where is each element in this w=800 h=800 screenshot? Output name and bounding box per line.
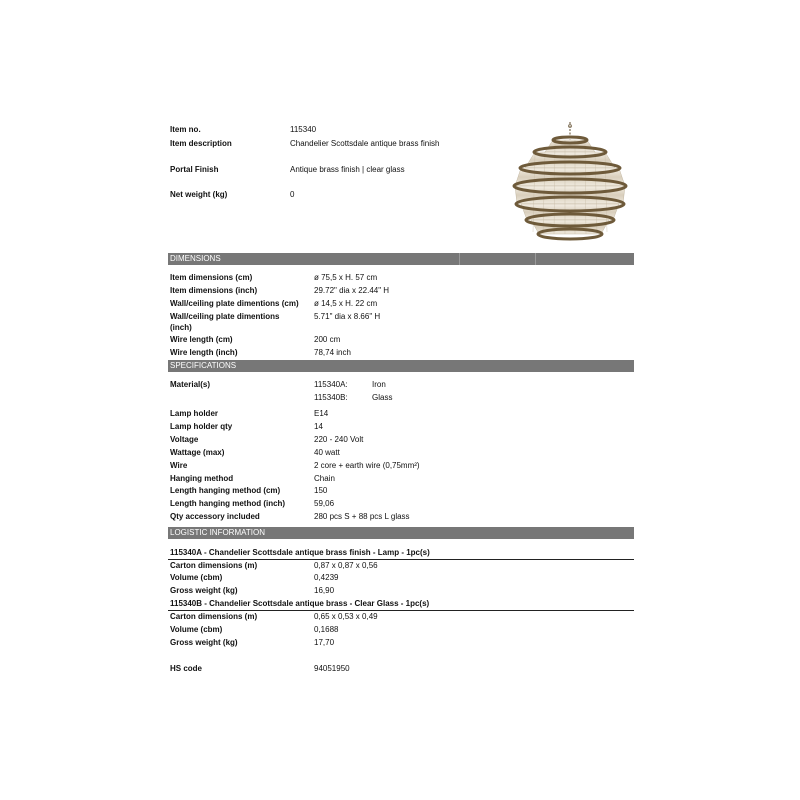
spec-value: 14: [314, 422, 323, 431]
dimension-label: Wire length (inch): [170, 348, 238, 357]
dimension-label: Wall/ceiling plate dimentions: [170, 312, 280, 321]
spec-value: 150: [314, 486, 328, 495]
dimension-value: ø 14,5 x H. 22 cm: [314, 299, 378, 308]
spec-label: Wire: [170, 461, 188, 470]
dimensions-title: DIMENSIONS: [170, 254, 221, 263]
spec-value: 59,06: [314, 499, 335, 508]
spec-label: Lamp holder qty: [170, 422, 233, 431]
specifications-section-header: [168, 360, 634, 372]
material-name: Iron: [372, 380, 386, 389]
logistic-title: LOGISTIC INFORMATION: [170, 528, 265, 537]
logistic-value: 17,70: [314, 638, 335, 647]
portal-finish-label: Portal Finish: [170, 165, 219, 174]
dimension-label: Wire length (cm): [170, 335, 233, 344]
item-description-value: Chandelier Scottsdale antique brass finish: [290, 139, 440, 148]
logistic-label: Gross weight (kg): [170, 638, 238, 647]
spec-value: 220 - 240 Volt: [314, 435, 364, 444]
spec-value: 40 watt: [314, 448, 340, 457]
logistic-value: 0,4239: [314, 573, 339, 582]
net-weight-value: 0: [290, 190, 295, 199]
logistic-value: 0,65 x 0,53 x 0,49: [314, 612, 378, 621]
dimension-value: 200 cm: [314, 335, 341, 344]
dimension-label: Item dimensions (inch): [170, 286, 258, 295]
item-no-value: 115340: [290, 125, 317, 134]
hs-code-value: 94051950: [314, 664, 350, 673]
logistic-label: Gross weight (kg): [170, 586, 238, 595]
logistic-label: Volume (cbm): [170, 573, 223, 582]
materials-label: Material(s): [170, 380, 211, 389]
package-heading: 115340A - Chandelier Scottsdale antique brass finish - Lamp - 1pc(s): [170, 548, 430, 557]
package-divider: [168, 559, 634, 560]
logistic-value: 0,1688: [314, 625, 339, 634]
logistic-value: 16,90: [314, 586, 335, 595]
spec-label: Qty accessory included: [170, 512, 260, 521]
dimension-label: Item dimensions (cm): [170, 273, 253, 282]
spec-label: Wattage (max): [170, 448, 225, 457]
product-spec-sheet: [168, 0, 634, 800]
spec-label: Hanging method: [170, 474, 234, 483]
header-divider: [535, 253, 536, 265]
spec-value: Chain: [314, 474, 335, 483]
logistic-label: Carton dimensions (m): [170, 612, 258, 621]
spec-value: 2 core + earth wire (0,75mm²): [314, 461, 420, 470]
dimension-label: Wall/ceiling plate dimentions (cm): [170, 299, 299, 308]
item-description-label: Item description: [170, 139, 232, 148]
material-code: 115340B:: [314, 393, 348, 402]
specifications-title: SPECIFICATIONS: [170, 361, 237, 370]
product-image: [505, 122, 635, 250]
header-divider: [459, 253, 460, 265]
logistic-value: 0,87 x 0,87 x 0,56: [314, 561, 378, 570]
chandelier-icon: [505, 122, 635, 250]
logistic-label: Carton dimensions (m): [170, 561, 258, 570]
package-heading: 115340B - Chandelier Scottsdale antique brass - Clear Glass - 1pc(s): [170, 599, 430, 608]
spec-label: Length hanging method (cm): [170, 486, 281, 495]
hs-code-label: HS code: [170, 664, 203, 673]
item-no-label: Item no.: [170, 125, 201, 134]
dimension-value: 78,74 inch: [314, 348, 351, 357]
logistic-section-header: [168, 527, 634, 539]
net-weight-label: Net weight (kg): [170, 190, 228, 199]
spec-label: Voltage: [170, 435, 199, 444]
spec-label: Length hanging method (inch): [170, 499, 286, 508]
portal-finish-value: Antique brass finish | clear glass: [290, 165, 405, 174]
spec-value: 280 pcs S + 88 pcs L glass: [314, 512, 410, 521]
spec-value: E14: [314, 409, 329, 418]
material-name: Glass: [372, 393, 393, 402]
dimension-value: 5.71" dia x 8.66" H: [314, 312, 381, 321]
spec-label: Lamp holder: [170, 409, 219, 418]
dimension-value: 29.72" dia x 22.44" H: [314, 286, 390, 295]
dimension-label-continued: (inch): [170, 323, 192, 332]
package-divider: [168, 610, 634, 611]
logistic-label: Volume (cbm): [170, 625, 223, 634]
dimension-value: ø 75,5 x H. 57 cm: [314, 273, 378, 282]
dimensions-section-header: [168, 253, 634, 265]
material-code: 115340A:: [314, 380, 348, 389]
